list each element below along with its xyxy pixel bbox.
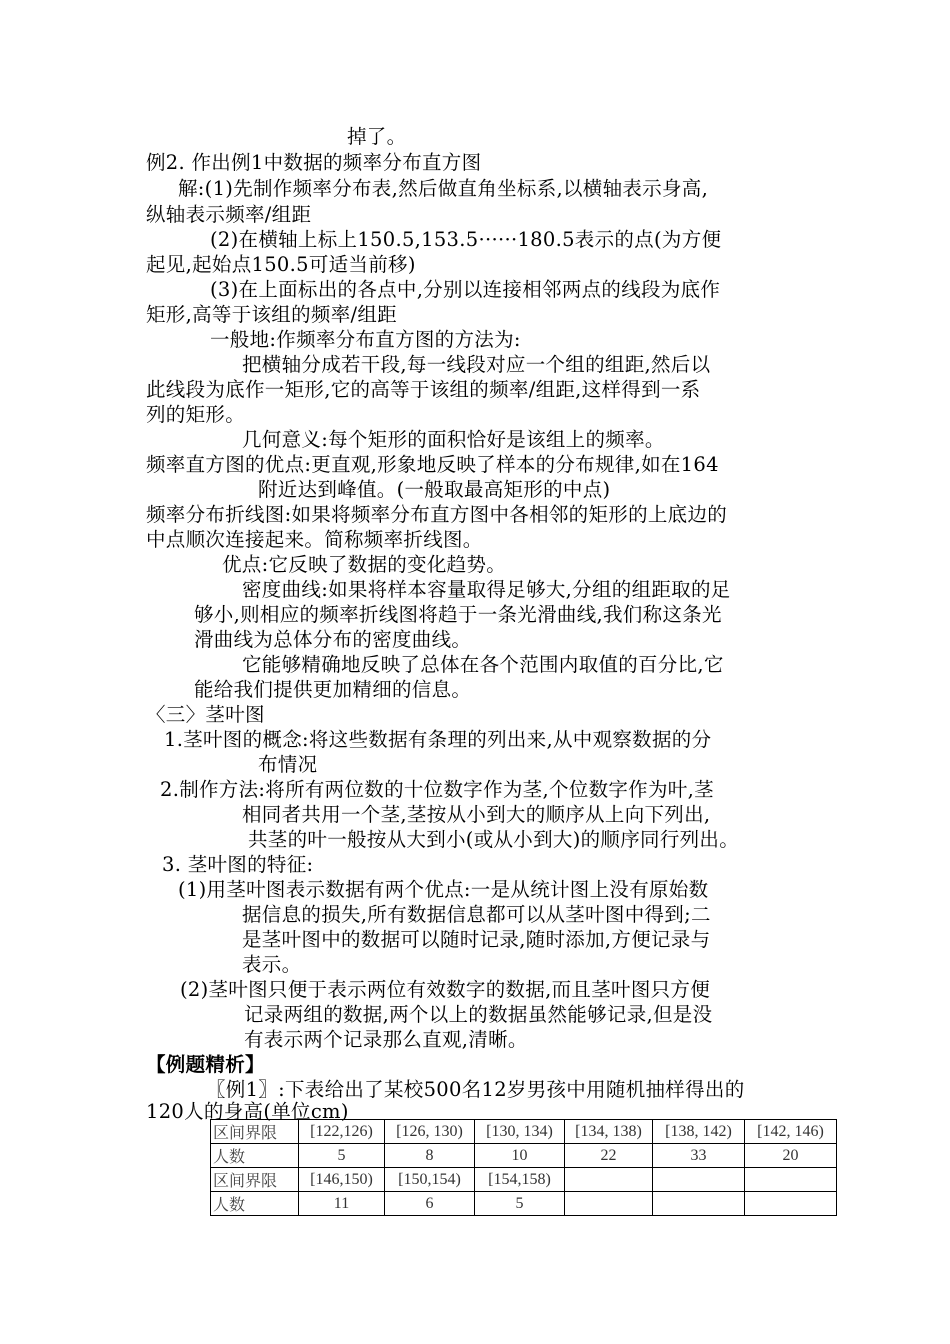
table-cell xyxy=(565,1192,653,1216)
table-cell: [134, 138) xyxy=(565,1120,653,1144)
table-row xyxy=(211,1192,837,1216)
text-line: (1)用茎叶图表示数据有两个优点:一是从统计图上没有原始数 xyxy=(178,878,709,901)
text-line: 解:(1)先制作频率分布表,然后做直角坐标系,以横轴表示身高, xyxy=(178,177,709,200)
text-line: 3. 茎叶图的特征: xyxy=(162,853,314,876)
text-line: 优点:它反映了数据的变化趋势。 xyxy=(222,553,507,576)
table-cell: 8 xyxy=(385,1144,475,1168)
text-line: 够小,则相应的频率折线图将趋于一条光滑曲线,我们称这条光 xyxy=(194,603,722,626)
table-cell: [130, 134) xyxy=(475,1120,565,1144)
text-line: (3)在上面标出的各点中,分别以连接相邻两点的线段为底作 xyxy=(210,278,721,301)
table-cell xyxy=(745,1192,837,1216)
text-line: 记录两组的数据,两个以上的数据虽然能够记录,但是没 xyxy=(244,1003,713,1026)
text-line: 掉了。 xyxy=(347,125,407,148)
text-line: 2.制作方法:将所有两位数的十位数字作为茎,个位数字作为叶,茎 xyxy=(160,778,714,801)
text-line: 列的矩形。 xyxy=(146,403,246,426)
table-cell: [146,150) xyxy=(299,1168,385,1192)
text-line: 有表示两个记录那么直观,清晰。 xyxy=(244,1028,528,1051)
text-line: 是茎叶图中的数据可以随时记录,随时添加,方便记录与 xyxy=(242,928,711,951)
text-line: 附近达到峰值。(一般取最高矩形的中点) xyxy=(258,478,611,501)
text-line: 滑曲线为总体分布的密度曲线。 xyxy=(194,628,472,651)
table-cell: 区间界限 xyxy=(211,1168,299,1192)
table-cell: 6 xyxy=(385,1192,475,1216)
table-row xyxy=(211,1168,837,1192)
table-cell: 20 xyxy=(745,1144,837,1168)
text-line: 1.茎叶图的概念:将这些数据有条理的列出来,从中观察数据的分 xyxy=(164,728,712,751)
table-cell: 5 xyxy=(475,1192,565,1216)
text-line: 能给我们提供更加精细的信息。 xyxy=(194,678,472,701)
text-line: 起见,起始点150.5可适当前移) xyxy=(146,253,416,276)
table-cell: 10 xyxy=(475,1144,565,1168)
text-line: 纵轴表示频率/组距 xyxy=(146,203,312,226)
text-line: 几何意义:每个矩形的面积恰好是该组上的频率。 xyxy=(242,428,665,451)
text-line: 相同者共用一个茎,茎按从小到大的顺序从上向下列出, xyxy=(242,803,711,826)
table-cell: 区间界限 xyxy=(211,1120,299,1144)
table-cell: [154,158) xyxy=(475,1168,565,1192)
height-distribution-table xyxy=(210,1119,837,1216)
table-cell: 人数 xyxy=(211,1192,299,1216)
table-cell: 人数 xyxy=(211,1144,299,1168)
table-row xyxy=(211,1120,837,1144)
text-line: 布情况 xyxy=(258,753,318,776)
text-line: 据信息的损失,所有数据信息都可以从茎叶图中得到;二 xyxy=(242,903,711,926)
table-cell xyxy=(745,1168,837,1192)
table-cell xyxy=(653,1168,745,1192)
text-line: 120人的身高(单位cm) xyxy=(146,1100,349,1123)
table-cell: 5 xyxy=(299,1144,385,1168)
text-line: 表示。 xyxy=(242,953,302,976)
text-line: 一般地:作频率分布直方图的方法为: xyxy=(210,328,521,351)
text-line: 矩形,高等于该组的频率/组距 xyxy=(146,303,397,326)
table-cell: 33 xyxy=(653,1144,745,1168)
table-cell: 22 xyxy=(565,1144,653,1168)
table-cell: [126, 130) xyxy=(385,1120,475,1144)
text-line: 〖例1〗:下表给出了某校500名12岁男孩中用随机抽样得出的 xyxy=(206,1078,745,1101)
text-line: 频率分布折线图:如果将频率分布直方图中各相邻的矩形的上底边的 xyxy=(146,503,728,526)
text-line: (2)茎叶图只便于表示两位有效数字的数据,而且茎叶图只方便 xyxy=(180,978,711,1001)
table-row xyxy=(211,1144,837,1168)
text-line: 把横轴分成若干段,每一线段对应一个组的组距,然后以 xyxy=(242,353,711,376)
text-line: 它能够精确地反映了总体在各个范围内取值的百分比,它 xyxy=(242,653,724,676)
text-line: (2)在横轴上标上150.5,153.5······180.5表示的点(为方便 xyxy=(210,228,722,251)
text-line: 频率直方图的优点:更直观,形象地反映了样本的分布规律,如在164 xyxy=(146,453,719,476)
table-cell: [142, 146) xyxy=(745,1120,837,1144)
text-line: 此线段为底作一矩形,它的高等于该组的频率/组距,这样得到一系 xyxy=(146,378,701,401)
table-cell xyxy=(565,1168,653,1192)
text-line: 密度曲线:如果将样本容量取得足够大,分组的组距取的足 xyxy=(242,578,731,601)
text-line: 共茎的叶一般按从大到小(或从小到大)的顺序同行列出。 xyxy=(248,828,740,851)
example-2-heading: 例2. 作出例1中数据的频率分布直方图 xyxy=(146,151,482,174)
table-cell xyxy=(653,1192,745,1216)
section-heading: 【例题精析】 xyxy=(146,1053,265,1076)
section-heading: 〈三〉茎叶图 xyxy=(146,703,265,726)
table-cell: 11 xyxy=(299,1192,385,1216)
table-cell: [122,126) xyxy=(299,1120,385,1144)
table-cell: [138, 142) xyxy=(653,1120,745,1144)
text-line: 中点顺次连接起来。简称频率折线图。 xyxy=(146,528,483,551)
table-cell: [150,154) xyxy=(385,1168,475,1192)
